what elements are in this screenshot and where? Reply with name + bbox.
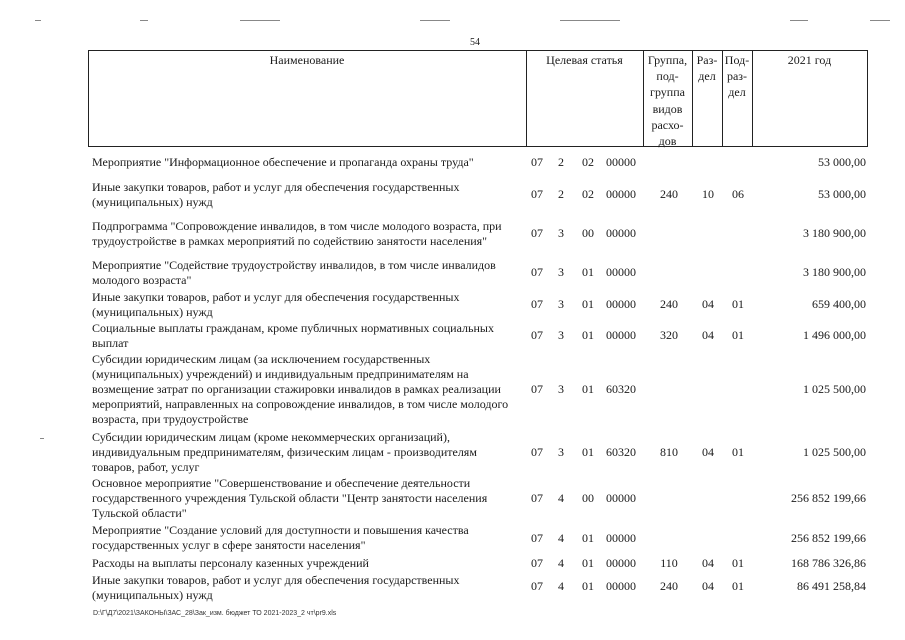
row-name-line: (муниципальных) нужд — [92, 588, 213, 602]
row-name — [92, 180, 520, 210]
row-name-line: мероприятий, направленных на сопровождение инвалидов, в том числе молодого — [92, 397, 509, 411]
header-expense-group-line: под- — [656, 69, 679, 84]
cell-code-1: 07 — [531, 491, 543, 505]
row-name-line: Тульской области" — [92, 506, 187, 520]
cell-expense-group: 240 — [660, 579, 678, 593]
cell-code-2: 2 — [558, 155, 564, 169]
row-name-line: государственных услуг в сфере занятости населения" — [92, 538, 366, 552]
header-section-line: Раз- — [696, 53, 718, 67]
cell-amount: 1 025 500,00 — [803, 382, 866, 396]
row-name — [92, 523, 520, 553]
row-name — [92, 476, 520, 521]
cell-amount: 53 000,00 — [818, 187, 866, 201]
row-name-line: возмещение затрат по организации стажировки инвалидов в рамках реализации — [92, 382, 501, 396]
cell-code-4: 60320 — [606, 445, 636, 459]
row-name-line: Социальные выплаты гражданам, кроме публичных нормативных социальных — [92, 321, 494, 335]
cell-code-3: 02 — [582, 155, 594, 169]
row-name — [92, 321, 520, 351]
cell-code-3: 01 — [582, 297, 594, 311]
cell-code-3: 01 — [582, 531, 594, 545]
cell-amount: 659 400,00 — [812, 297, 866, 311]
row-name-line: выплат — [92, 336, 129, 350]
cell-code-1: 07 — [531, 445, 543, 459]
cell-code-1: 07 — [531, 531, 543, 545]
header-expense-group-line: Группа, — [647, 53, 688, 67]
cell-amount: 1 025 500,00 — [803, 445, 866, 459]
cell-amount: 3 180 900,00 — [803, 226, 866, 240]
row-name — [92, 290, 520, 320]
header-expense-group-line: видов — [652, 101, 683, 116]
cell-code-1: 07 — [531, 155, 543, 169]
cell-code-3: 01 — [582, 265, 594, 279]
cell-code-2: 3 — [558, 445, 564, 459]
row-name-line: (муниципальных) нужд — [92, 305, 213, 319]
row-name — [92, 155, 520, 170]
row-name — [92, 219, 520, 249]
header-subsection-line: Под- — [724, 53, 750, 67]
cell-subsection: 01 — [732, 445, 744, 459]
row-name — [92, 573, 520, 603]
cell-code-1: 07 — [531, 226, 543, 240]
cell-amount: 256 852 199,66 — [791, 531, 866, 545]
row-name-line: индивидуальным предпринимателям, физическим лицам - производителям — [92, 445, 477, 459]
cell-section: 04 — [702, 579, 714, 593]
cell-expense-group: 240 — [660, 297, 678, 311]
row-name-line: государственного учреждения Тульской области "Центр занятости населения — [92, 491, 488, 505]
row-name — [92, 258, 520, 288]
cell-code-2: 3 — [558, 328, 564, 342]
header-subsection-line: дел — [728, 85, 746, 100]
cell-amount: 86 491 258,84 — [797, 579, 866, 593]
row-name-line: возраста, при трудоустройстве — [92, 412, 249, 426]
cell-code-4: 00000 — [606, 187, 636, 201]
cell-code-2: 4 — [558, 531, 564, 545]
cell-code-2: 4 — [558, 491, 564, 505]
cell-code-1: 07 — [531, 556, 543, 570]
row-name-line: Иные закупки товаров, работ и услуг для обеспечения государственных — [92, 573, 460, 587]
cell-code-3: 00 — [582, 491, 594, 505]
cell-amount: 3 180 900,00 — [803, 265, 866, 279]
cell-amount: 168 786 326,86 — [791, 556, 866, 570]
cell-code-4: 00000 — [606, 328, 636, 342]
row-name-line: (муниципальных) учреждений) и индивидуальным предпринимателям на — [92, 367, 469, 381]
cell-code-1: 07 — [531, 382, 543, 396]
cell-expense-group: 240 — [660, 187, 678, 201]
row-name-line: трудоустройстве в рамках мероприятий по содействию занятости населения" — [92, 234, 488, 248]
cell-code-2: 3 — [558, 382, 564, 396]
scan-artifact-mark — [40, 438, 44, 439]
header-subsection — [722, 50, 752, 149]
cell-code-3: 00 — [582, 226, 594, 240]
cell-code-3: 02 — [582, 187, 594, 201]
file-path-footer: D:\Г\Д7\2021\ЗАКОНЫ\ЗАС_28\Зак_изм. бюджет ТО 2021-2023_2 чт\pr9.xls — [93, 610, 337, 617]
cell-code-4: 00000 — [606, 297, 636, 311]
row-name-line: Субсидии юридическим лицам (за исключением государственных — [92, 352, 431, 366]
cell-amount: 256 852 199,66 — [791, 491, 866, 505]
cell-code-4: 00000 — [606, 579, 636, 593]
row-name — [92, 430, 520, 475]
cell-expense-group: 810 — [660, 445, 678, 459]
cell-amount: 1 496 000,00 — [803, 328, 866, 342]
header-year: 2021 год — [787, 53, 832, 67]
row-name-line: Мероприятие "Информационное обеспечение и пропаганда охраны труда" — [92, 155, 474, 169]
row-name-line: Расходы на выплаты персоналу казенных учреждений — [92, 556, 369, 570]
cell-code-2: 3 — [558, 265, 564, 279]
row-name-line: Мероприятие "Содействие трудоустройству инвалидов, в том числе инвалидов — [92, 258, 496, 272]
cell-section: 04 — [702, 445, 714, 459]
row-name-line: Иные закупки товаров, работ и услуг для обеспечения государственных — [92, 290, 460, 304]
header-divider — [867, 50, 868, 147]
cell-subsection: 01 — [732, 328, 744, 342]
header-target-article: Целевая статья — [546, 53, 623, 67]
header-expense-group — [643, 50, 692, 149]
cell-code-3: 01 — [582, 556, 594, 570]
cell-code-4: 00000 — [606, 265, 636, 279]
cell-subsection: 01 — [732, 579, 744, 593]
cell-subsection: 01 — [732, 556, 744, 570]
scan-artifact-marks — [0, 20, 905, 24]
cell-amount: 53 000,00 — [818, 155, 866, 169]
row-name-line: Субсидии юридическим лицам (кроме некоммерческих организаций), — [92, 430, 450, 444]
cell-expense-group: 320 — [660, 328, 678, 342]
cell-code-3: 01 — [582, 579, 594, 593]
row-name — [92, 352, 520, 427]
table-header — [88, 50, 868, 147]
row-name-line: Иные закупки товаров, работ и услуг для обеспечения государственных — [92, 180, 460, 194]
cell-code-2: 3 — [558, 226, 564, 240]
row-name-line: Мероприятие "Создание условий для доступности и повышения качества — [92, 523, 469, 537]
cell-section: 04 — [702, 297, 714, 311]
row-name-line: Основное мероприятие "Совершенствование и обеспечение деятельности — [92, 476, 471, 490]
cell-code-3: 01 — [582, 445, 594, 459]
header-expense-group-line: дов — [658, 134, 677, 149]
cell-subsection: 01 — [732, 297, 744, 311]
cell-code-1: 07 — [531, 265, 543, 279]
cell-expense-group: 110 — [660, 556, 678, 570]
row-name — [92, 556, 520, 571]
cell-code-1: 07 — [531, 297, 543, 311]
cell-section: 10 — [702, 187, 714, 201]
cell-code-4: 60320 — [606, 382, 636, 396]
cell-code-4: 00000 — [606, 556, 636, 570]
cell-code-2: 4 — [558, 556, 564, 570]
cell-code-4: 00000 — [606, 155, 636, 169]
header-expense-group-line: группа — [650, 85, 685, 100]
cell-code-1: 07 — [531, 579, 543, 593]
header-section-line: дел — [698, 69, 716, 84]
page-number: 54 — [470, 37, 480, 48]
row-name-line: товаров, работ, услуг — [92, 460, 200, 474]
header-expense-group-line: расхо- — [651, 117, 684, 132]
cell-code-4: 00000 — [606, 491, 636, 505]
cell-code-4: 00000 — [606, 226, 636, 240]
row-name-line: Подпрограмма "Сопровождение инвалидов, в том числе молодого возраста, при — [92, 219, 502, 233]
header-name: Наименование — [269, 53, 345, 67]
cell-code-1: 07 — [531, 187, 543, 201]
row-name-line: (муниципальных) нужд — [92, 195, 213, 209]
cell-subsection: 06 — [732, 187, 744, 201]
cell-code-2: 3 — [558, 297, 564, 311]
cell-code-2: 4 — [558, 579, 564, 593]
cell-code-4: 00000 — [606, 531, 636, 545]
cell-code-3: 01 — [582, 382, 594, 396]
cell-section: 04 — [702, 328, 714, 342]
cell-code-2: 2 — [558, 187, 564, 201]
cell-section: 04 — [702, 556, 714, 570]
header-subsection-line: раз- — [726, 69, 748, 84]
row-name-line: молодого возраста" — [92, 273, 192, 287]
header-section — [692, 50, 722, 149]
cell-code-1: 07 — [531, 328, 543, 342]
cell-code-3: 01 — [582, 328, 594, 342]
